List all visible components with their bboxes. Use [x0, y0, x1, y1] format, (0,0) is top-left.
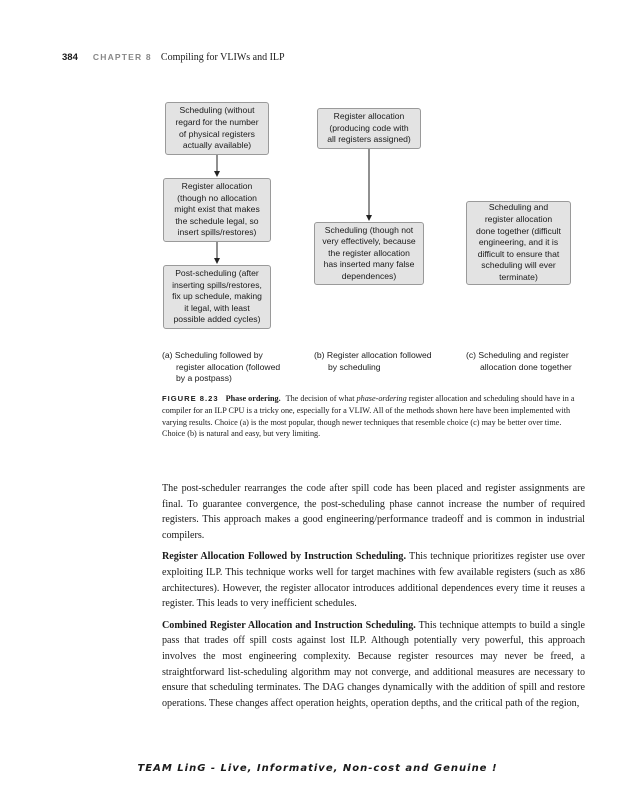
- body-text: [162, 481, 585, 717]
- box-b-scheduling: Scheduling (though not very effectively, because the register allocation has inserted many false dependences): [314, 222, 424, 285]
- caption-text-before: The decision of what: [285, 394, 355, 403]
- box-a-scheduling: Scheduling (without regard for the number of physical registers actually available): [165, 102, 269, 155]
- figure-caption: [162, 393, 580, 440]
- paragraph-3-heading: Combined Register Allocation and Instruction Scheduling.: [162, 619, 416, 631]
- chapter-label: CHAPTER 8: [92, 52, 152, 62]
- box-a-register-allocation: Register allocation (though no allocation might exist that makes the schedule legal, so insert spills/restores): [163, 178, 271, 242]
- label-c: (c) Scheduling and register allocation done together: [466, 350, 572, 372]
- box-c-combined: Scheduling and register allocation done together (difficult engineering, and it is difficult to ensure that scheduling will ever terminate): [466, 201, 571, 285]
- footer-watermark: TEAM LinG - Live, Informative, Non-cost and Genuine !: [137, 763, 498, 774]
- box-a-post-scheduling: Post-scheduling (after inserting spills/restores, fix up schedule, making it legal, with least possible added cycles): [163, 265, 271, 329]
- chapter-title: Compiling for VLIWs and ILP: [160, 52, 285, 63]
- paragraph-2-heading: Register Allocation Followed by Instruction Scheduling.: [162, 551, 406, 563]
- caption-text-after: register allocation and scheduling should have in a compiler for an ILP CPU is a tricky one, especially for a VLIW. All of the methods shown here have been implemented with varying results. Choice (a) is the most popular, though newer techniques that resemble choice (c) may be better over time. Choice (b) is natural and easy, but very limiting.: [162, 394, 575, 439]
- figure-label: FIGURE 8.23: [162, 394, 219, 403]
- paragraph-3: Combined Register Allocation and Instruction Scheduling. This technique attempts to build a single pass that trades off spill costs against lost ILP. Although potentially very powerful, this approach involves the most engineering complexity. Because register resources may never be freed, a straightforward list-scheduling algorithm may not converge, and additional measures are necessary to ensure that scheduling terminates. The DAG changes dynamically with the addition of spill and restore operations. These changes affect operation heights, operation depths, and the critical path of the region,: [162, 619, 586, 709]
- paragraph-2: Register Allocation Followed by Instruction Scheduling. This technique prioritizes register use over exploiting ILP. This technique works well for target machines with few available registers (such as x86 architectures). However, the register allocator introduces additional dependences every time it reuses a register. This leads to very inefficient schedules.: [162, 551, 585, 610]
- label-b: (b) Register allocation followed by scheduling: [314, 350, 432, 372]
- figure-title: Phase ordering.: [225, 394, 281, 403]
- label-a: (a) Scheduling followed by register allocation (followed by a postpass): [162, 350, 281, 384]
- page-number: 384: [62, 52, 78, 63]
- box-b-register-allocation: Register allocation (producing code with all registers assigned): [317, 108, 421, 149]
- paragraph-1: The post-scheduler rearranges the code after spill code has been placed and register assignments are final. To guarantee convergence, the post-scheduling phase cannot increase the number of required registers. This approach makes a good engineering/performance tradeoff and is common in industrial compilers.: [162, 483, 585, 541]
- caption-emphasis: phase-ordering: [356, 394, 407, 403]
